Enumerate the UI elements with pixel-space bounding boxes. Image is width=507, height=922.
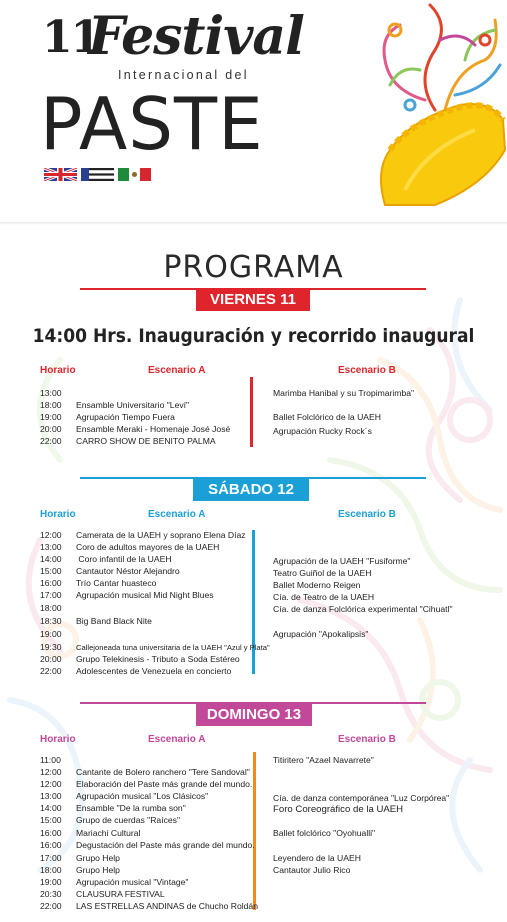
list-item: 18:00 Ensamble Universitario "Leví" [40,400,190,410]
uk-flag-icon [44,168,77,181]
list-item: 18:00 Grupo Help [40,865,120,875]
list-item: 13:00 Agrupación musical "Los Clásicos" [40,791,209,801]
sabado-badge: SÁBADO 12 [193,479,309,501]
festival-word: Festival [88,6,304,67]
internacional-subtitle: Internacional del [118,68,249,82]
flags-row [44,168,151,181]
col-escenario-a: Escenario A [148,734,206,745]
list-item: Cía. de danza Folclórica experimental "Cihuatl" [273,604,453,614]
list-item: Leyendero de la UAEH [273,853,361,863]
list-item: 15:00 Cantautor Néstor Alejandro [40,566,180,576]
list-item: Ballet folclórico "Oyohualli" [273,828,376,838]
list-item: 12:00 Cantante de Bolero ranchero "Tere Sandoval" [40,767,250,777]
list-item: 16:00 Degustación del Paste más grande del mundo. [40,840,255,850]
list-item: 22:00 LAS ESTRELLAS ANDINAS de Chucho Roldán [40,901,258,911]
list-item: 20:00 Ensamble Meraki - Homenaje José José [40,424,231,434]
list-item: Titiritero "Azael Navarrete" [273,755,374,765]
list-item: 12:00 Elaboración del Paste más grande del mundo. [40,779,253,789]
festival-number: 11 [42,12,100,63]
dominican-flag-icon [81,168,114,181]
list-item: 13:00 [40,388,62,398]
list-item: 17:00 Grupo Help [40,853,120,863]
list-item: 15:00 Grupo de cuerdas "Raíces" [40,815,181,825]
list-item: 16:00 Trío Cantar huasteco [40,578,157,588]
header-divider [0,222,507,225]
list-item: 14:00 Ensamble "De la rumba son" [40,803,186,813]
inauguration-headline: 14:00 Hrs. Inauguración y recorrido inaugural [32,325,475,347]
col-escenario-a: Escenario A [148,365,206,376]
programa-title: PROGRAMA [163,250,344,285]
list-item: 19:00 Agrupación musical "Vintage" [40,877,189,887]
list-item: Cantautor Julio Rico [273,865,351,875]
list-item: 13:00 Coro de adultos mayores de la UAEH [40,542,220,552]
mexico-flag-icon [118,168,151,181]
list-item: 12:00 Camerata de la UAEH y soprano Elena Díaz [40,530,246,540]
sabado-divider [252,530,255,674]
list-item: Foro Coreográfico de la UAEH [273,804,404,815]
list-item: 22:00 Adolescentes de Venezuela en concierto [40,666,232,676]
col-escenario-b: Escenario B [338,365,396,376]
col-escenario-b: Escenario B [338,509,396,520]
domingo-divider [253,752,256,910]
list-item: 22:00 CARRO SHOW DE BENITO PALMA [40,436,216,446]
list-item: Agrupación "Apokalipsis" [273,629,369,639]
paste-pastry-illustration [365,0,507,222]
list-item: 11:00 [40,755,61,765]
festival-header [0,0,507,225]
list-item: Marimba Hanibal y su Tropimarimba" [273,388,415,398]
viernes-badge: VIERNES 11 [196,289,310,311]
list-item: Agrupación Rucky Rock´s [273,426,372,436]
list-item: Ballet Moderno Reigen [273,580,361,590]
paste-title: PASTE [40,82,264,166]
col-horario: Horario [40,365,76,376]
list-item: 16:00 Mariachi Cultural [40,828,141,838]
list-item: 19:00 [40,629,62,639]
col-escenario-b: Escenario B [338,734,396,745]
list-item: Teatro Guiñol de la UAEH [273,568,372,578]
list-item: 14:00 Coro infantil de la UAEH [40,554,172,564]
col-escenario-a: Escenario A [148,509,206,520]
viernes-divider [250,377,253,447]
list-item: Cía. de danza contemporánea "Luz Corpórea" [273,793,450,803]
list-item: 18:30 Big Band Black Nite [40,616,152,626]
list-item: 19:30 Callejoneada tuna universitaria de la UAEH "Azul y Plata" [40,642,270,652]
list-item: 17:00 Agrupación musical Mid Night Blues [40,590,214,600]
list-item: 18:00 [40,603,62,613]
col-horario: Horario [40,509,76,520]
domingo-badge: DOMINGO 13 [196,704,312,726]
list-item: 20:00 Grupo Telekinesis - Tributo a Soda Estéreo [40,654,240,664]
list-item: 19:00 Agrupación Tiempo Fuera [40,412,175,422]
list-item: Ballet Folclórico de la UAEH [273,412,381,422]
col-horario: Horario [40,734,76,745]
list-item: 20:30 CLAUSURA FESTIVAL [40,889,165,899]
list-item: Agrupación de la UAEH "Fusiforme" [273,556,411,566]
list-item: Cía. de Teatro de la UAEH [273,592,375,602]
